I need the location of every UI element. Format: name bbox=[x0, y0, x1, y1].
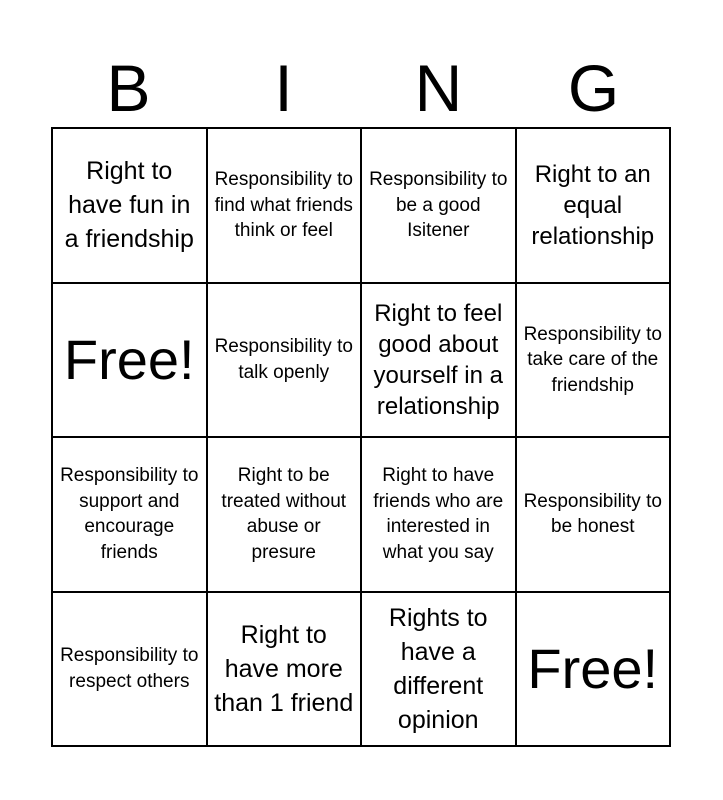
bingo-free-space-r4c4[interactable] bbox=[517, 593, 672, 748]
bingo-cell-r4c2[interactable] bbox=[208, 593, 363, 748]
cell-text: Responsibility to find what friends think or feel bbox=[214, 169, 353, 241]
cell-text: Right to be treated without abuse or presure bbox=[221, 465, 347, 563]
header-letter-n: N bbox=[414, 51, 463, 125]
bingo-cell-r2c3[interactable] bbox=[362, 284, 517, 439]
bingo-cell-r3c1[interactable] bbox=[53, 438, 208, 593]
cell-text: Right to feel good about yourself in a relationship bbox=[373, 299, 503, 420]
bingo-cell-r2c4[interactable] bbox=[517, 284, 672, 439]
bingo-cell-r2c2[interactable] bbox=[208, 284, 363, 439]
cell-text: Responsibility to support and encourage friends bbox=[60, 465, 199, 563]
cell-text: Right to have fun in a friendship bbox=[64, 157, 194, 254]
cell-text: Responsibility to be a good Isitener bbox=[369, 169, 508, 241]
bingo-cell-r1c3[interactable] bbox=[362, 129, 517, 284]
bingo-cell-r3c3[interactable] bbox=[362, 438, 517, 593]
cell-text: Rights to have a different opinion bbox=[388, 603, 488, 734]
cell-text: Free! bbox=[63, 327, 195, 391]
header-letter-g: G bbox=[567, 51, 620, 125]
cell-text: Free! bbox=[527, 636, 659, 700]
cell-text: Responsibility to respect others bbox=[60, 645, 199, 692]
cell-text: Right to have friends who are interested in what you say bbox=[373, 465, 504, 563]
header-letter-b: B bbox=[106, 51, 151, 125]
cell-text: Right to have more than 1 friend bbox=[214, 620, 354, 717]
bingo-cell-r1c4[interactable] bbox=[517, 129, 672, 284]
bingo-cell-r3c2[interactable] bbox=[208, 438, 363, 593]
bingo-free-space-r2c1[interactable] bbox=[53, 284, 208, 439]
header-letter-i: I bbox=[274, 51, 293, 125]
bingo-cell-r4c3[interactable] bbox=[362, 593, 517, 748]
bingo-card-grid bbox=[51, 127, 671, 747]
bingo-cell-r1c2[interactable] bbox=[208, 129, 363, 284]
cell-text: Responsibility to be honest bbox=[523, 490, 662, 538]
bingo-cell-r1c1[interactable] bbox=[53, 129, 208, 284]
bingo-cell-r4c1[interactable] bbox=[53, 593, 208, 748]
cell-text: Responsibility to talk openly bbox=[214, 336, 353, 383]
cell-text: Right to an equal relationship bbox=[531, 160, 655, 250]
cell-text: Responsibility to take care of the friendship bbox=[523, 323, 662, 396]
bingo-cell-r3c4[interactable] bbox=[517, 438, 672, 593]
bingo-header bbox=[51, 52, 671, 124]
